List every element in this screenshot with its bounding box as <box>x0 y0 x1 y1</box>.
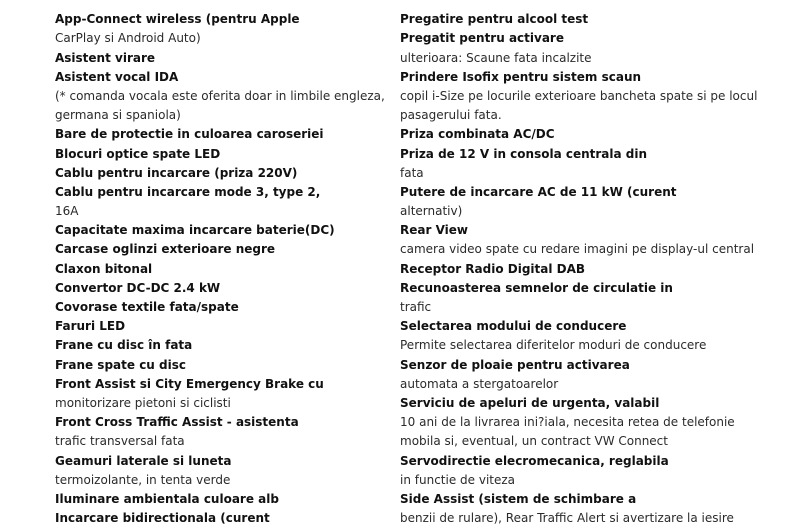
right-feature-title: Putere de incarcare AC de 11 kW (curent <box>400 184 677 199</box>
left-feature-title: Iluminare ambientala culoare alb <box>55 491 279 506</box>
right-feature-title: Rear View <box>400 223 468 238</box>
right-feature-detail: ulterioara: Scaune fata incalzite <box>400 50 592 65</box>
right-feature-detail: alternativ) <box>400 204 463 219</box>
left-feature-title: Cablu pentru incarcare (priza 220V) <box>55 165 298 180</box>
right-feature-detail: Permite selectarea diferitelor moduri de conducere <box>400 338 707 353</box>
left-feature-title: Frane cu disc în fata <box>55 338 193 353</box>
left-feature-title: Claxon bitonal <box>55 261 153 276</box>
left-feature-title: Front Cross Traffic Assist - asistenta <box>55 415 299 430</box>
right-feature-detail: 10 ani de la livrarea ini?iala, necesita retea de telefonie <box>400 415 735 430</box>
right-feature-column <box>400 0 790 528</box>
right-feature-detail: trafic <box>400 300 432 314</box>
left-feature-detail: trafic transversal fata <box>55 434 185 449</box>
left-feature-title: Bare de protectie in culoarea caroseriei <box>55 127 324 142</box>
left-feature-title: Faruri LED <box>55 319 126 334</box>
right-feature-detail: pasagerului fata. <box>400 108 502 123</box>
right-feature-title: Pregatire pentru alcool test <box>400 12 589 27</box>
right-feature-detail: automata a stergatoarelor <box>400 376 559 391</box>
right-feature-title: Receptor Radio Digital DAB <box>400 261 586 276</box>
left-feature-title: Asistent virare <box>55 50 156 65</box>
right-feature-detail: camera video spate cu redare imagini pe display-ul central <box>400 242 755 257</box>
right-feature-detail: fata <box>400 165 424 180</box>
left-feature-title: Incarcare bidirectionala (curent <box>55 511 270 526</box>
left-feature-title: Cablu pentru incarcare mode 3, type 2, <box>55 184 321 199</box>
left-feature-detail: termoizolante, in tenta verde <box>55 472 231 487</box>
left-feature-title <box>55 0 375 10</box>
left-feature-title: Frane spate cu disc <box>55 357 186 372</box>
left-feature-title: App-Connect wireless (pentru Apple <box>55 12 300 27</box>
left-feature-title: Convertor DC-DC 2.4 kW <box>55 280 221 295</box>
left-feature-detail: (* comanda vocala este oferita doar in limbile engleza, <box>55 88 385 103</box>
left-feature-title: Covorase textile fata/spate <box>55 300 239 314</box>
right-feature-title: Prindere Isofix pentru sistem scaun <box>400 69 642 84</box>
left-feature-detail: monitorizare pietoni si ciclisti <box>55 395 231 410</box>
right-feature-title: Serviciu de apeluri de urgenta, valabil <box>400 395 660 410</box>
right-feature-detail: copil i-Size pe locurile exterioare bancheta spate si pe locul <box>400 88 758 103</box>
right-feature-detail: benzii de rulare), Rear Traffic Alert si avertizare la iesire <box>400 511 734 526</box>
left-feature-detail: 16A <box>55 204 79 219</box>
right-feature-title: Selectarea modului de conducere <box>400 319 627 334</box>
right-feature-detail: mobila si, eventual, un contract VW Connect <box>400 434 668 449</box>
right-feature-title: Senzor de ploaie pentru activarea <box>400 357 630 372</box>
right-feature-title: Priza combinata AC/DC <box>400 127 555 142</box>
left-feature-title: Capacitate maxima incarcare baterie(DC) <box>55 223 335 238</box>
left-feature-title: Asistent vocal IDA <box>55 69 179 84</box>
right-feature-detail: in functie de viteza <box>400 472 516 487</box>
left-feature-title: Blocuri optice spate LED <box>55 146 221 161</box>
right-feature-title <box>400 0 790 10</box>
right-feature-title: Priza de 12 V in consola centrala din <box>400 146 648 161</box>
left-feature-title: Front Assist si City Emergency Brake cu <box>55 376 324 391</box>
left-feature-detail: germana si spaniola) <box>55 108 181 123</box>
left-feature-detail: CarPlay si Android Auto) <box>55 31 201 46</box>
left-feature-column <box>55 0 385 528</box>
left-feature-title: Geamuri laterale si luneta <box>55 453 232 468</box>
right-feature-title: Side Assist (sistem de schimbare a <box>400 491 637 506</box>
right-feature-title: Pregatit pentru activare <box>400 31 564 46</box>
left-feature-title: Carcase oglinzi exterioare negre <box>55 242 276 257</box>
right-feature-title: Recunoasterea semnelor de circulatie in <box>400 280 673 295</box>
right-feature-title: Servodirectie elecromecanica, reglabila <box>400 453 669 468</box>
